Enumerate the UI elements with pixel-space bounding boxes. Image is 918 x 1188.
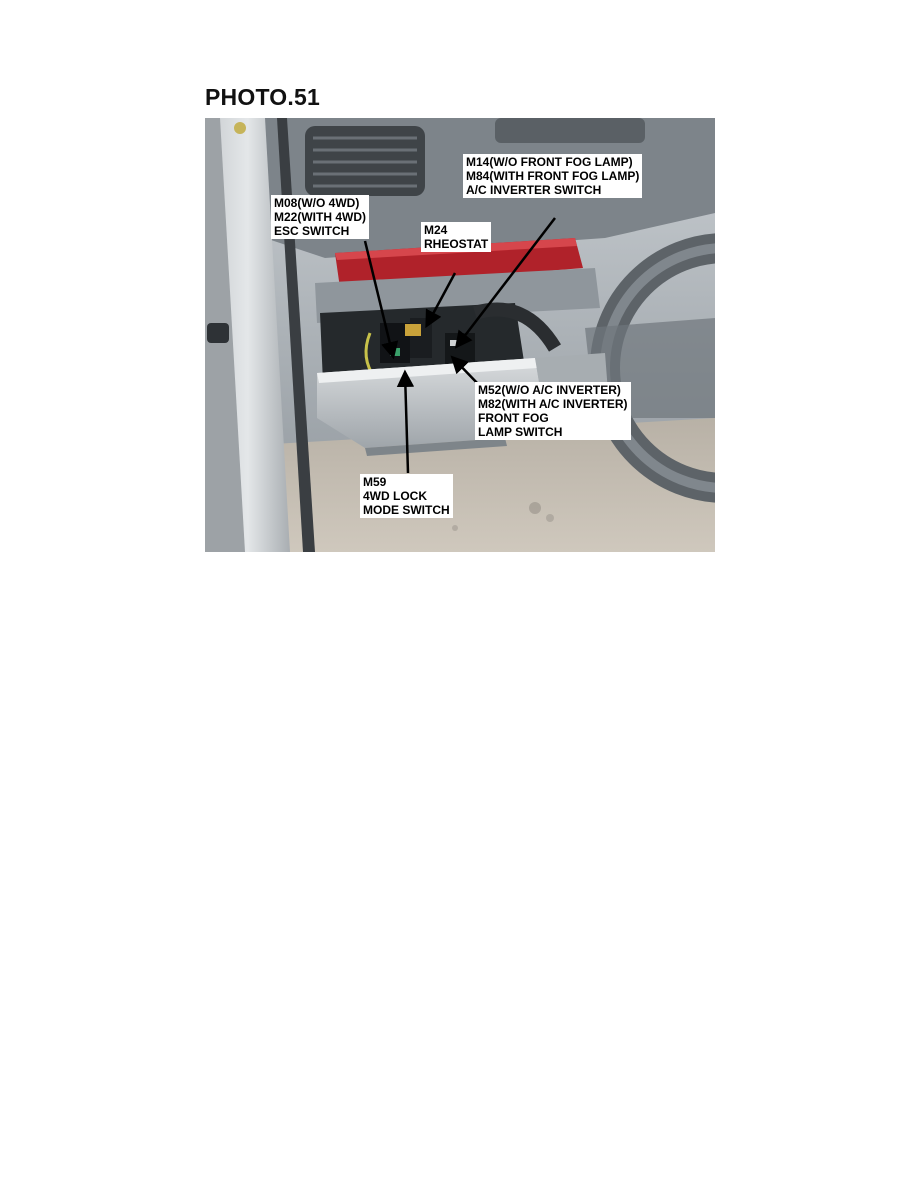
callout-m59-line-2: 4WD LOCK [363,489,427,503]
arrow-m24 [427,273,455,325]
callout-m52-line-2: M82(WITH A/C INVERTER) [478,397,628,411]
callout-m14-line-1: M14(W/O FRONT FOG LAMP) [466,155,633,169]
callout-m59-4wd-lock-switch [360,474,453,518]
callout-m14-line-3: A/C INVERTER SWITCH [466,183,602,197]
callout-m52-fog-lamp-switch [475,382,631,440]
callout-m59-line-1: M59 [363,475,387,489]
photo-title: PHOTO.51 [205,84,320,110]
callout-m08-esc-switch [271,195,369,239]
callout-m52-line-4: LAMP SWITCH [478,425,563,439]
callout-m08-line-2: M22(WITH 4WD) [274,210,366,224]
callout-m52-line-3: FRONT FOG [478,411,549,425]
callout-m24-line-1: M24 [424,223,448,237]
callout-m14-inverter-switch [463,154,642,198]
callout-m59-line-3: MODE SWITCH [363,503,450,517]
callout-m24-rheostat [421,222,491,252]
arrow-m08 [365,241,393,356]
dashboard-photo [205,118,715,552]
callout-m08-line-3: ESC SWITCH [274,224,350,238]
callout-m08-line-1: M08(W/O 4WD) [274,196,360,210]
callout-m14-line-2: M84(WITH FRONT FOG LAMP) [466,169,640,183]
callout-m24-line-2: RHEOSTAT [424,237,489,251]
callout-m52-line-1: M52(W/O A/C INVERTER) [478,383,621,397]
arrow-m59 [405,373,408,473]
